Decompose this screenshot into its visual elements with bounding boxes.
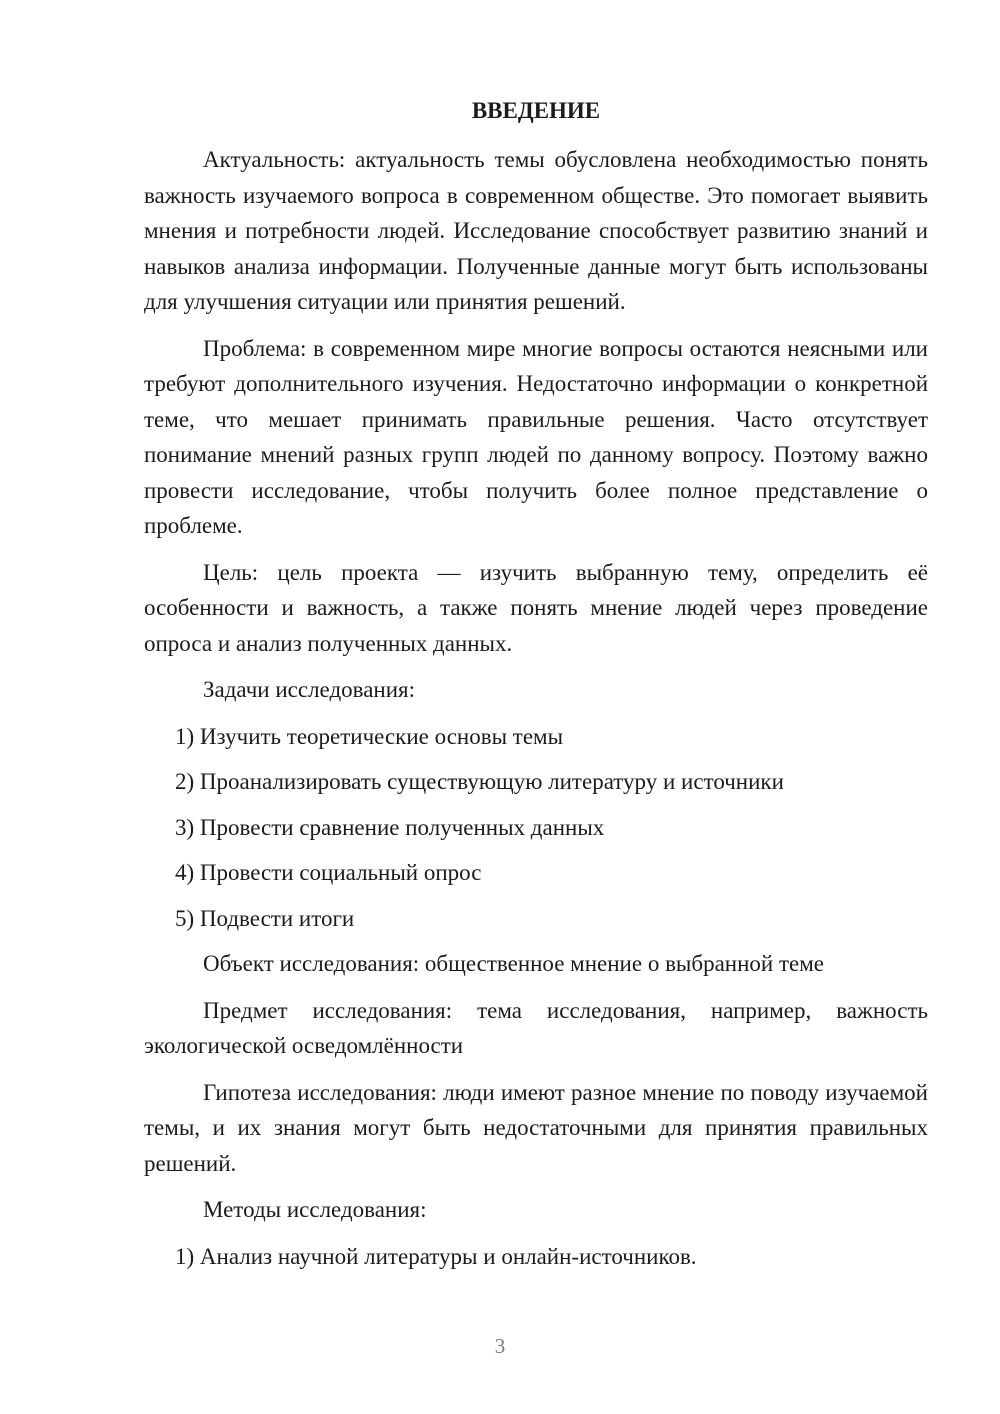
- tasks-list: [144, 719, 928, 937]
- method-item: 1) Анализ научной литературы и онлайн-источников.: [175, 1243, 697, 1269]
- methods-heading: Методы исследования:: [203, 1197, 427, 1222]
- hypothesis-paragraph: Гипотеза исследования: люди имеют разное мнение по поводу изучаемой темы, и их знания могут быть недостаточными для принятия правильных решений.: [144, 1079, 928, 1176]
- document-page: [144, 96, 928, 1284]
- task-item: 1) Изучить теоретические основы темы: [175, 723, 564, 749]
- goal-paragraph: Цель: цель проекта — изучить выбранную тему, определить её особенности и важность, а также понять мнение людей через проведение опроса и анализ полученных данных.: [144, 559, 928, 656]
- task-item: 4) Провести социальный опрос: [175, 860, 482, 885]
- methods-list: [144, 1239, 928, 1275]
- page-number: 3: [494, 1334, 506, 1358]
- task-item: 3) Провести сравнение полученных данных: [175, 814, 605, 840]
- section-title: ВВЕДЕНИЕ: [471, 98, 601, 123]
- object-line: Объект исследования: общественное мнение о выбранной теме: [203, 951, 824, 976]
- task-item: 2) Проанализировать существующую литературу и источники: [175, 769, 784, 794]
- subject-paragraph: Предмет исследования: тема исследования, например, важность экологической осведомлённости: [144, 997, 928, 1058]
- problem-paragraph: Проблема: в современном мире многие вопросы остаются неясными или требуют дополнительного изучения. Недостаточно информации о конкретной теме, что мешает принимать правильные решения. Часто отсутствует понимание мнений разных групп людей по данному вопросу. Поэтому важно провести исследование, чтобы получить более полное представление о проблеме.: [144, 335, 928, 538]
- tasks-heading: Задачи исследования:: [203, 677, 416, 702]
- relevance-paragraph: Актуальность: актуальность темы обусловлена необходимостью понять важность изучаемого вопроса в современном обществе. Это помогает выявить мнения и потребности людей. Исследование способствует развитию знаний и навыков анализа информации. Полученные данные могут быть использованы для улучшения ситуации или принятия решений.: [144, 147, 928, 314]
- task-item: 5) Подвести итоги: [175, 905, 355, 931]
